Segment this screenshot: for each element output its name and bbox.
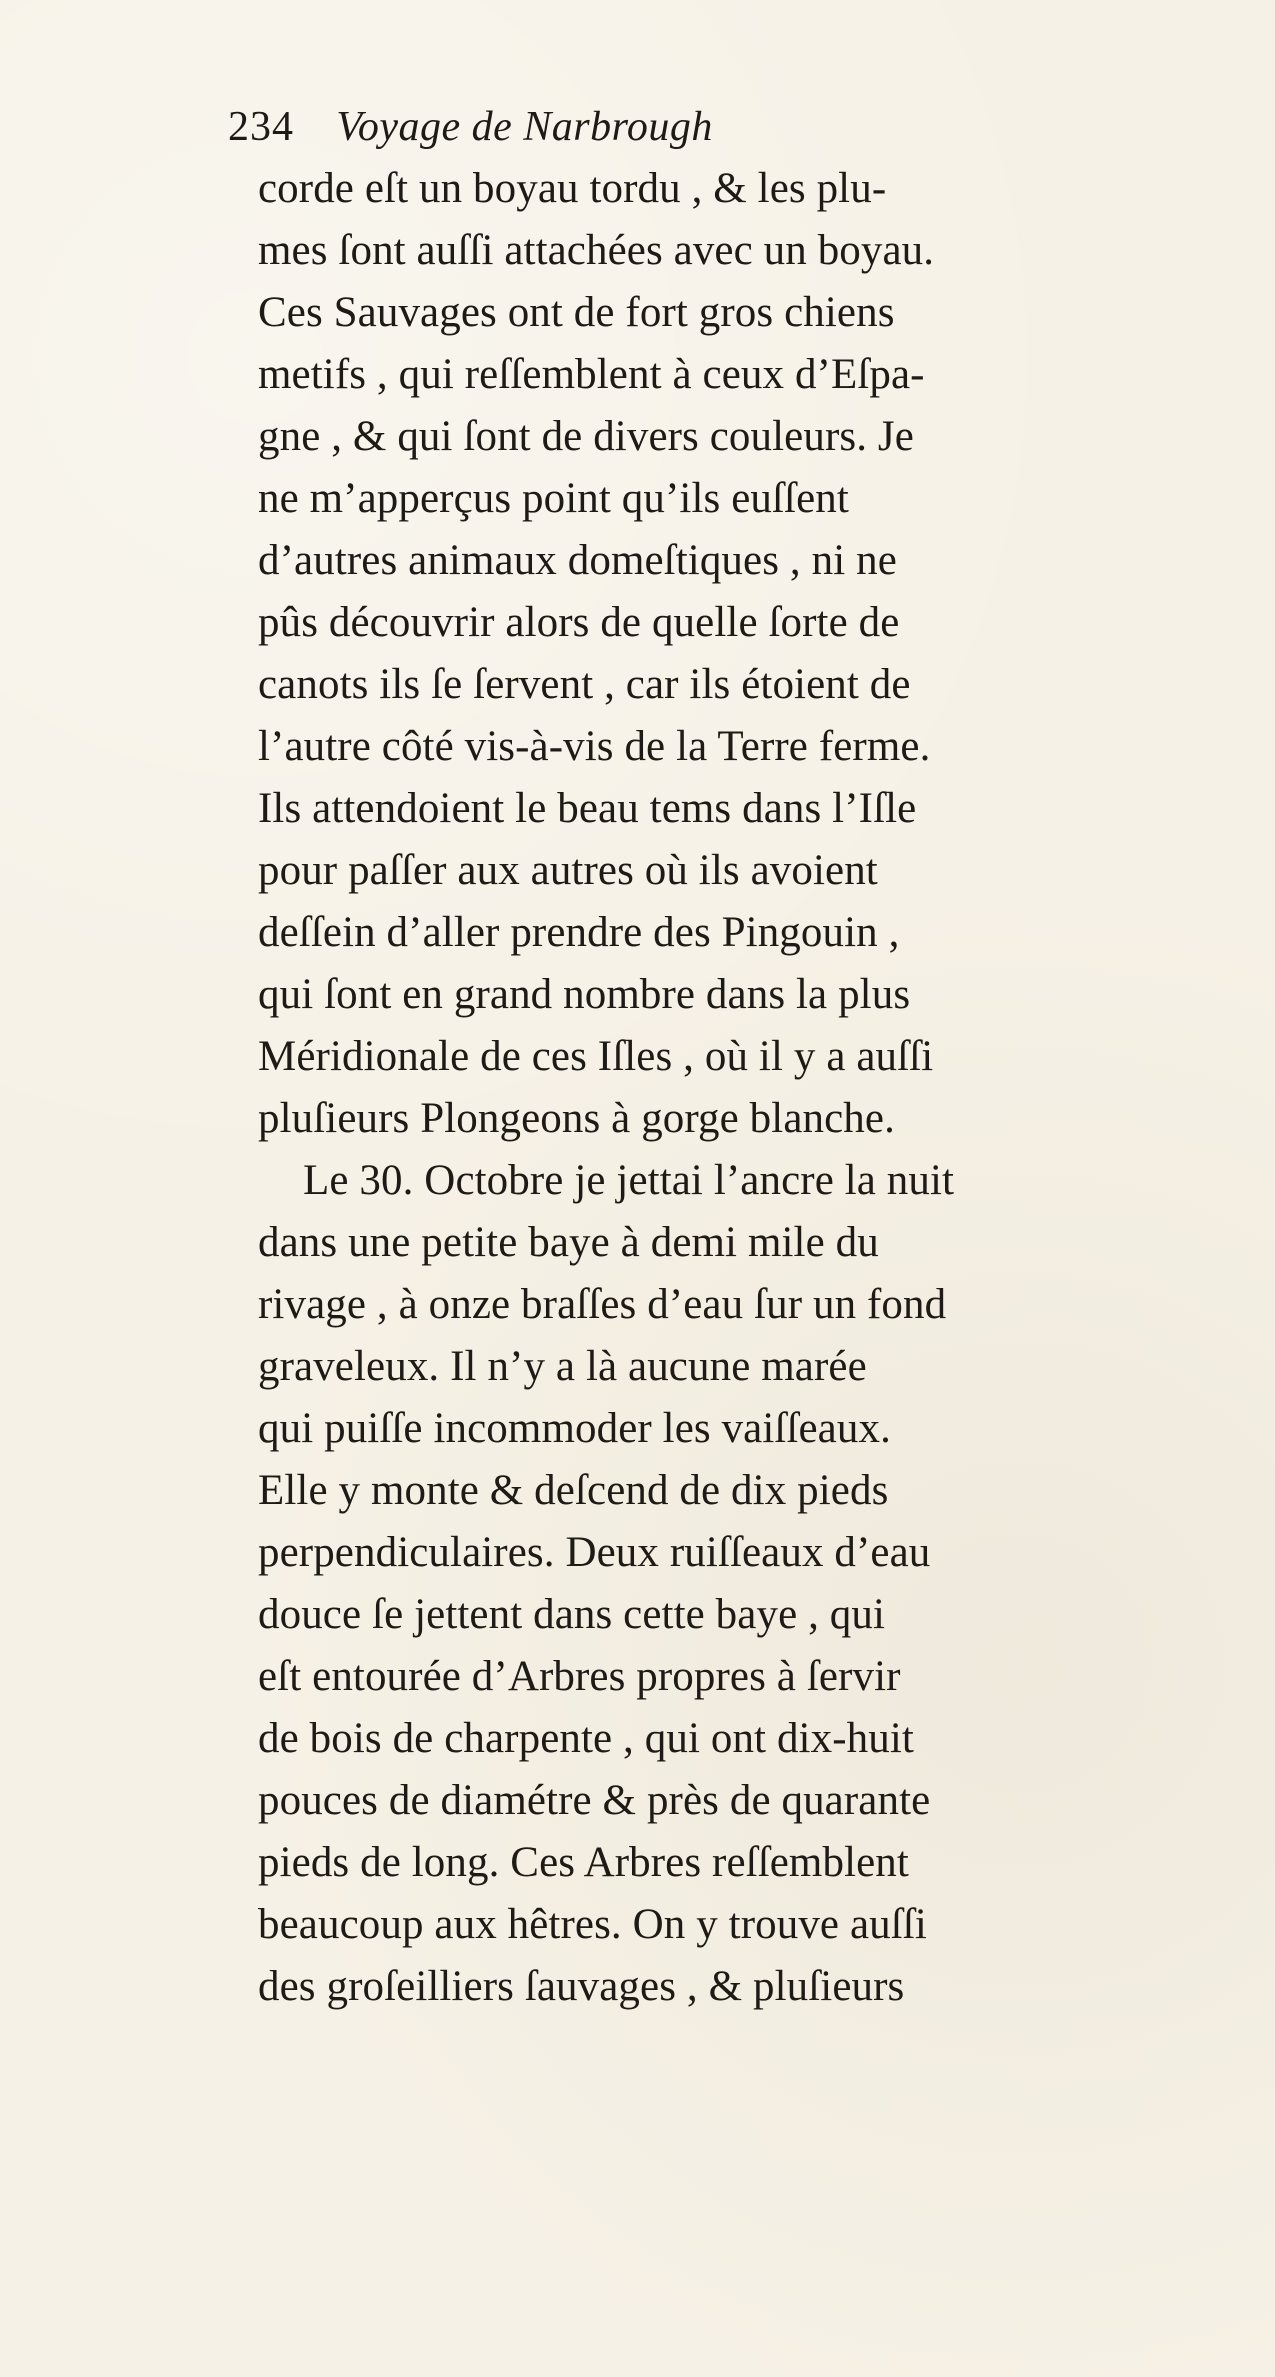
text-line-10: l’autre côté vis-à-vis de la Terre ferme. [258, 723, 931, 770]
text-line-9: canots ils ſe ſervent , car ils étoient de [258, 661, 911, 708]
running-title: Voyage de Narbrough [336, 104, 713, 150]
text-line-24: douce ſe jettent dans cette baye , qui [258, 1591, 886, 1638]
text-line-1: corde eſt un boyau tordu , & les plu- [258, 165, 887, 212]
text-line-5: gne , & qui ſont de divers couleurs. Je [258, 413, 914, 460]
text-line-7: d’autres animaux domeſtiques , ni ne [258, 537, 897, 584]
text-line-14: qui ſont en grand nombre dans la plus [258, 971, 911, 1018]
text-line-12: pour paſſer aux autres où ils avoient [258, 847, 878, 894]
text-line-6: ne m’apperçus point qu’ils euſſent [258, 475, 849, 522]
text-line-21: qui puiſſe incommoder les vaiſſeaux. [258, 1405, 891, 1452]
text-line-23: perpendiculaires. Deux ruiſſeaux d’eau [258, 1529, 931, 1576]
text-line-8: pûs découvrir alors de quelle ſorte de [258, 599, 900, 646]
text-line-22: Elle y monte & deſcend de dix pieds [258, 1467, 889, 1514]
text-line-19: rivage , à onze braſſes d’eau ſur un fond [258, 1281, 947, 1328]
main-text [258, 158, 1240, 2018]
text-line-20: graveleux. Il n’y a là aucune marée [258, 1343, 867, 1390]
page-header [228, 96, 1088, 156]
text-line-28: pieds de long. Ces Arbres reſſemblent [258, 1839, 909, 1886]
text-line-26: de bois de charpente , qui ont dix-huit [258, 1715, 914, 1762]
text-line-3: Ces Sauvages ont de fort gros chiens [258, 289, 895, 336]
text-line-18: dans une petite baye à demi mile du [258, 1219, 879, 1266]
text-line-30: des groſeilliers ſauvages , & pluſieurs [258, 1963, 905, 2010]
text-line-29: beaucoup aux hêtres. On y trouve auſſi [258, 1901, 927, 1948]
text-line-27: pouces de diamétre & près de quarante [258, 1777, 931, 1824]
text-line-4: metifs , qui reſſemblent à ceux d’Eſpa- [258, 351, 925, 398]
page-number: 234 [228, 104, 294, 150]
text-line-16: pluſieurs Plongeons à gorge blanche. [258, 1095, 895, 1142]
text-line-11: Ils attendoient le beau tems dans l’Iſle [258, 785, 917, 832]
text-line-17: Le 30. Octobre je jettai l’ancre la nuit [303, 1157, 955, 1204]
text-line-2: mes ſont auſſi attachées avec un boyau. [258, 227, 935, 274]
text-line-25: eſt entourée d’Arbres propres à ſervir [258, 1653, 901, 1700]
text-line-13: deſſein d’aller prendre des Pingouin , [258, 909, 900, 956]
text-line-15: Méridionale de ces Iſles , où il y a auſſi [258, 1033, 934, 1080]
